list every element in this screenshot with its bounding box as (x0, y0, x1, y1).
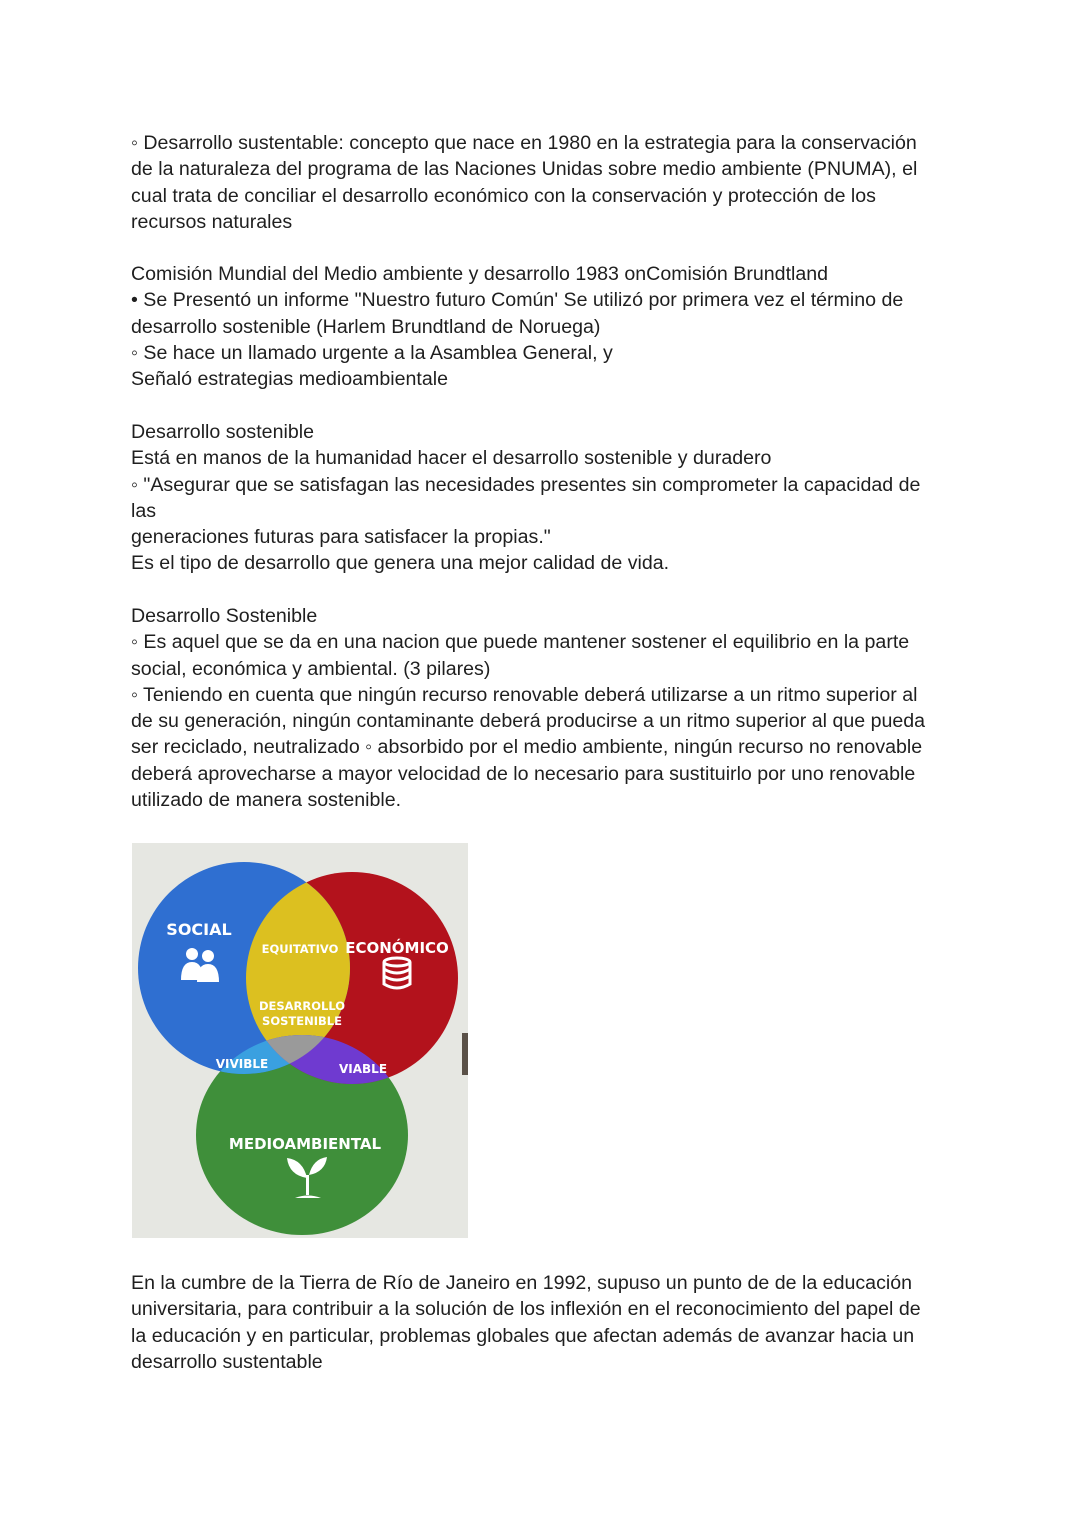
text-line: ◦ "Asegurar que se satisfagan las necesidades presentes sin comprometer la capacidad de (131, 473, 921, 496)
text-line: universitaria, para contribuir a la solución de los inflexión en el reconocimiento del papel de (131, 1298, 921, 1321)
paragraph-cumbre-rio (131, 1270, 951, 1375)
text-line: • Se Presentó un informe "Nuestro futuro Común' Se utilizó por primera vez el término de (131, 289, 904, 312)
vivible-label: VIVIBLE (215, 1057, 269, 1071)
text-line: Comisión Mundial del Medio ambiente y desarrollo 1983 onComisión Brundtland (131, 263, 829, 285)
equitativo-label: EQUITATIVO (261, 942, 339, 956)
centro-label-line1: DESARROLLO (258, 999, 346, 1013)
text-line: generaciones futuras para satisfacer la propias." (131, 526, 551, 549)
text-line: Señaló estrategias medioambientale (131, 368, 448, 391)
text-line: cual trata de conciliar el desarrollo económico con la conservación y protección de los (131, 184, 876, 207)
text-line: desarrollo sustentable (131, 1350, 323, 1373)
text-line: las (131, 499, 157, 522)
text-line: ◦ Desarrollo sustentable: concepto que nace en 1980 en la estrategia para la conservación (131, 132, 917, 154)
text-line: ◦ Es aquel que se da en una nacion que puede mantener sostener el equilibrio en la parte (131, 631, 910, 654)
text-line: de la naturaleza del programa de las Naciones Unidas sobre medio ambiente (PNUMA), el (131, 158, 918, 181)
paragraph-desarrollo-sostenible (131, 419, 951, 577)
text-line: utilizado de manera sostenible. (131, 789, 402, 812)
social-label: SOCIAL (166, 920, 232, 939)
economico-label: ECONÓMICO (345, 939, 449, 957)
paragraph-comision-brundtland (131, 261, 951, 392)
viable-label: VIABLE (338, 1062, 388, 1076)
text-line: social, económica y ambiental. (3 pilares) (131, 657, 491, 680)
text-line: ser reciclado, neutralizado ◦ absorbido por el medio ambiente, ningún recurso no renovable (131, 736, 923, 759)
edge-mark (462, 1033, 468, 1075)
text-line: deberá aprovecharse a mayor velocidad de lo necesario para sustituirlo por uno renovable (131, 762, 916, 785)
medioambiental-label: MEDIOAMBIENTAL (228, 1135, 382, 1153)
text-line: de su generación, ningún contaminante deberá producirse a un ritmo superior al que pueda (131, 710, 926, 733)
text-line: ◦ Se hace un llamado urgente a la Asamblea General, y (131, 341, 613, 364)
text-line: Desarrollo Sostenible (131, 605, 318, 627)
text-line: desarrollo sostenible (Harlem Brundtland de Noruega) (131, 315, 601, 338)
centro-label-line2: SOSTENIBLE (262, 1014, 342, 1028)
paragraph-desarrollo-sustentable (131, 130, 951, 235)
text-line: Desarrollo sostenible (131, 421, 314, 443)
text-line: En la cumbre de la Tierra de Río de Janeiro en 1992, supuso un punto de de la educación (131, 1272, 913, 1294)
paragraph-tres-pilares (131, 603, 951, 813)
text-line: recursos naturales (131, 210, 293, 233)
text-line: Es el tipo de desarrollo que genera una mejor calidad de vida. (131, 552, 670, 575)
text-line: ◦ Teniendo en cuenta que ningún recurso renovable deberá utilizarse a un ritmo superior al (131, 683, 918, 706)
venn-diagram-image (132, 843, 468, 1238)
text-line: la educación y en particular, problemas globales que afectan además de avanzar hacia un (131, 1324, 915, 1347)
text-line: Está en manos de la humanidad hacer el desarrollo sostenible y duradero (131, 447, 772, 470)
venn-diagram (132, 843, 468, 1238)
